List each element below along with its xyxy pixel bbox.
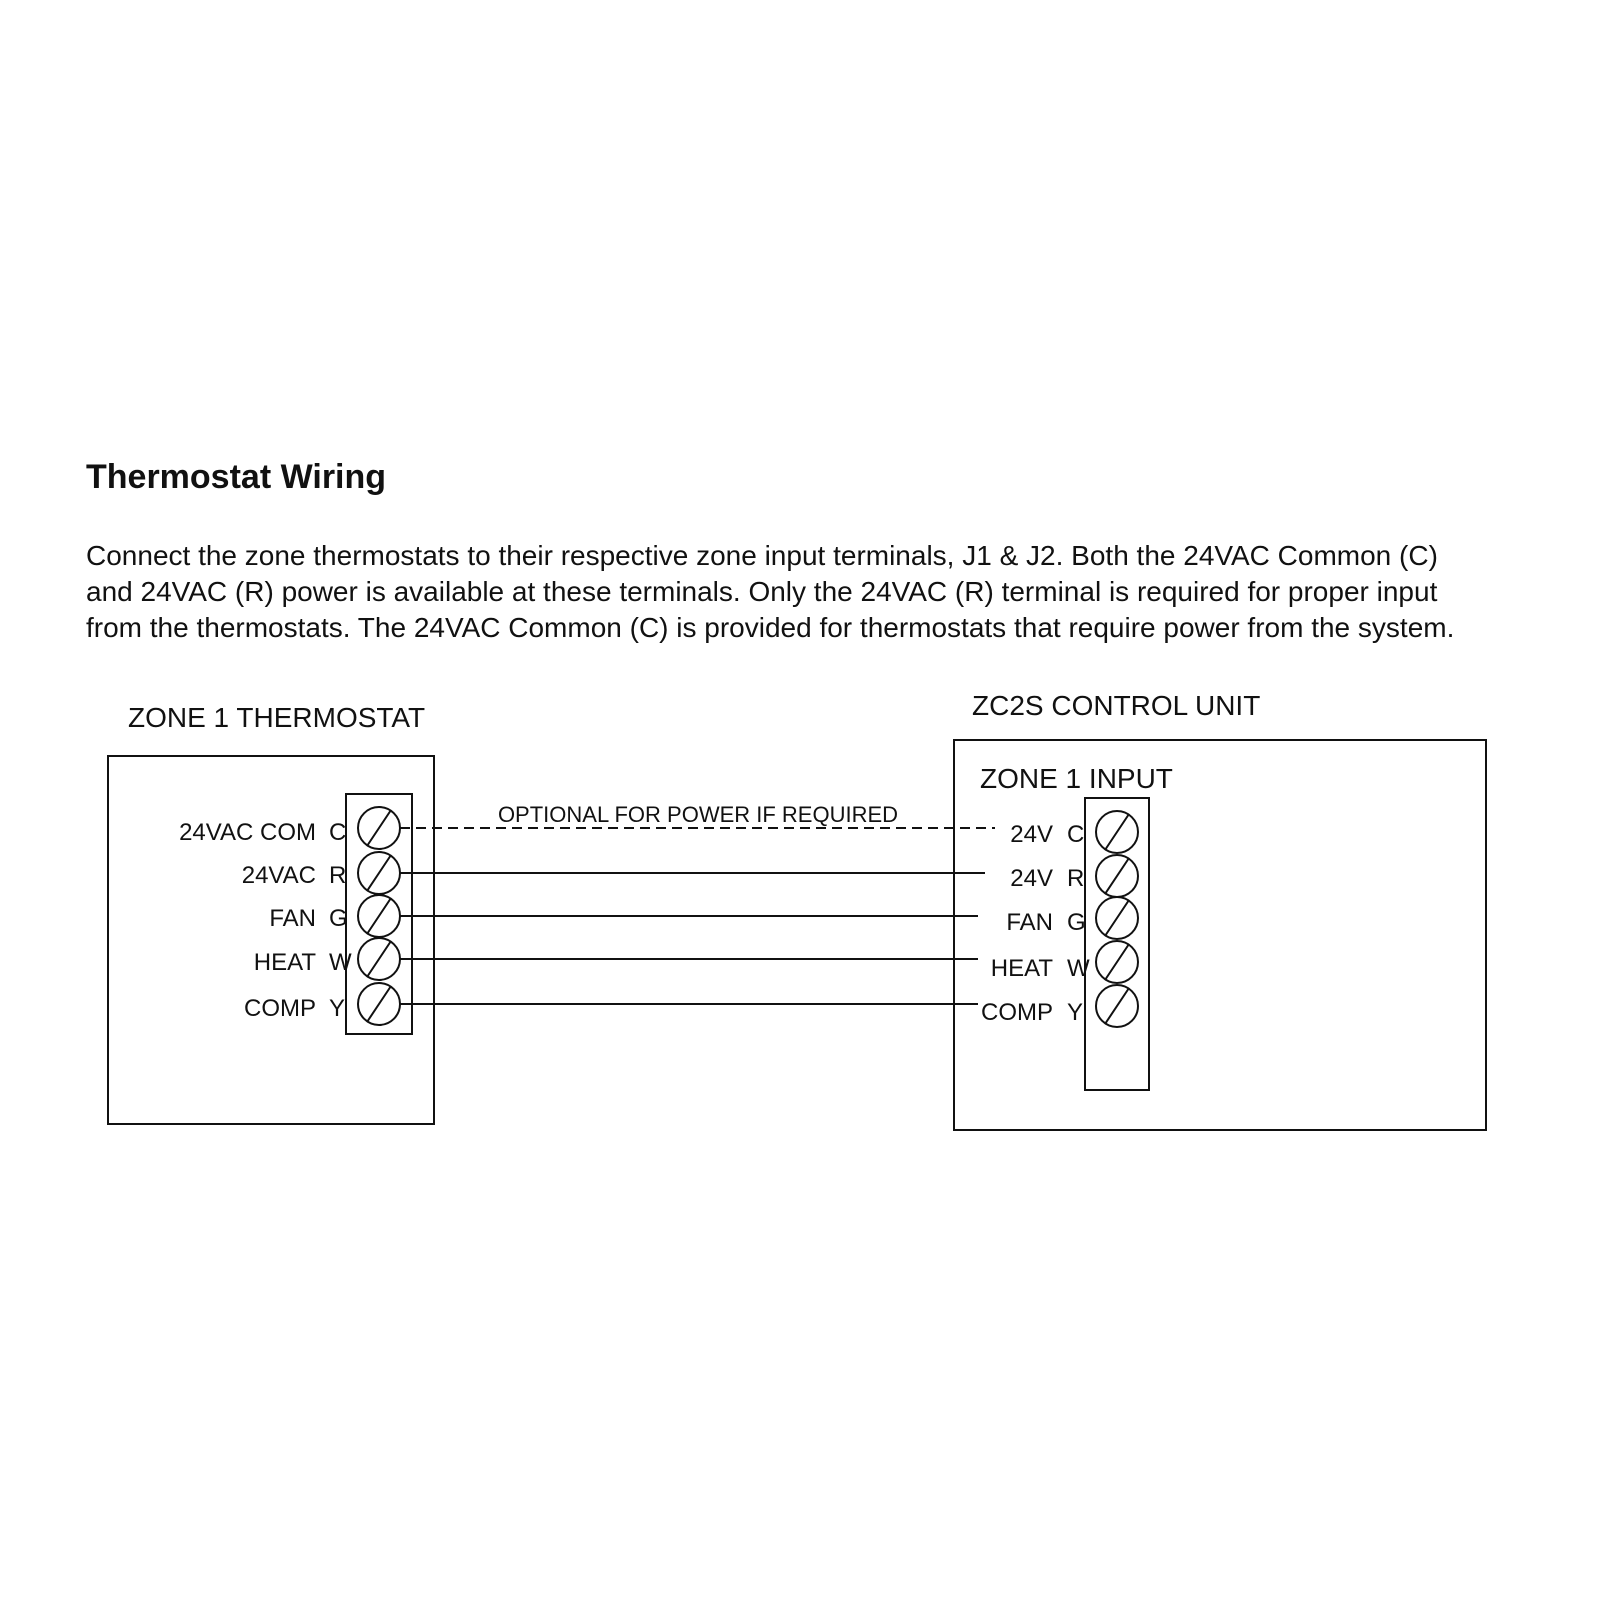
terminal-label: FAN: [269, 905, 316, 932]
terminal-label: 24V: [1010, 865, 1053, 892]
terminal-label: 24VAC: [241, 862, 316, 889]
terminal-label: COMP: [981, 999, 1053, 1026]
control-terminal-c: [1010, 811, 1138, 853]
terminal-letter: R: [1067, 865, 1085, 892]
terminal-label: HEAT: [990, 955, 1053, 982]
thermostat-terminal-c: [179, 807, 400, 849]
terminal-letter: Y: [329, 995, 346, 1022]
paragraph-line: from the thermostats. The 24VAC Common (C) is provided for thermostats that require power from the system.: [86, 612, 1455, 643]
paragraph-line: Connect the zone thermostats to their respective zone input terminals, J1 & J2. Both the 24VAC Common (C): [86, 540, 1438, 571]
thermostat-terminal-w: [254, 938, 400, 980]
thermostat-terminal-strip: [346, 794, 412, 1034]
thermostat-title: ZONE 1 THERMOSTAT: [128, 702, 426, 733]
terminal-letter: C: [329, 819, 347, 846]
thermostat-terminal-r: [242, 852, 400, 894]
zone-input-title: ZONE 1 INPUT: [980, 763, 1173, 794]
thermostat-terminal-g: [269, 895, 400, 937]
optional-wire-label: OPTIONAL FOR POWER IF REQUIRED: [497, 802, 899, 827]
section-title: Thermostat Wiring: [86, 458, 387, 496]
control-terminal-r: [1010, 855, 1138, 897]
thermostat-box: [108, 756, 434, 1124]
thermostat-terminal-y: [244, 983, 400, 1025]
terminal-label: 24V: [1010, 821, 1053, 848]
terminal-letter: G: [1067, 909, 1086, 936]
control-unit-title: ZC2S CONTROL UNIT: [972, 690, 1261, 721]
control-terminal-g: [1006, 897, 1138, 939]
terminal-label: HEAT: [253, 949, 316, 976]
terminal-letter: Y: [1067, 999, 1084, 1026]
terminal-label: COMP: [244, 995, 316, 1022]
terminal-letter: G: [329, 905, 348, 932]
control-terminal-strip: [1085, 798, 1149, 1090]
control-terminal-y: [981, 985, 1138, 1027]
terminal-label: 24VAC COM: [179, 819, 316, 846]
terminal-letter: W: [329, 949, 352, 976]
control-terminal-w: [991, 941, 1138, 983]
terminal-letter: W: [1067, 955, 1090, 982]
paragraph-line: and 24VAC (R) power is available at these terminals. Only the 24VAC (R) terminal is required for proper input: [86, 576, 1438, 607]
terminal-label: FAN: [1006, 909, 1053, 936]
terminal-letter: R: [329, 862, 347, 889]
terminal-letter: C: [1067, 821, 1085, 848]
